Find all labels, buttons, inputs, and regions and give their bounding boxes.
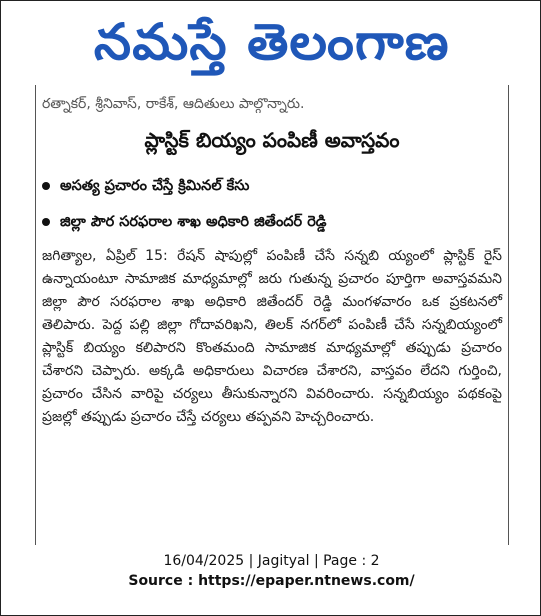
bullet-text: అసత్య ప్రచారం చేస్తే క్రిమినల్ కేసు (60, 178, 250, 194)
bullet-text: జిల్లా పౌర సరఫరాల శాఖ అధికారి జితేందర్ రెడ్డి (60, 214, 327, 230)
clipping-source (1, 551, 541, 591)
bullet-item (42, 174, 504, 198)
masthead-title: నమస్తే తెలంగాణ (93, 13, 450, 71)
article-clipping (35, 85, 509, 545)
previous-article-cut-line: రత్నాకర్, శ్రీనివాస్, రాకేశ్, ఆదితులు పాల్గొన్నారు. (42, 96, 305, 112)
source-link[interactable]: Source : https://epaper.ntnews.com/ (128, 573, 415, 589)
newspaper-masthead (1, 5, 541, 79)
bullet-item (42, 210, 504, 234)
edition-meta: 16/04/2025 | Jagityal | Page : 2 (163, 553, 380, 569)
bullet-dot-icon (42, 218, 50, 226)
article-headline: ప్లాస్టిక్ బియ్యం పంపిణీ అవాస్తవం (144, 128, 400, 152)
article-body: జగిత్యాల, ఏప్రిల్ 15: రేషన్ షాపుల్లో పంపిణీ చేసే సన్నబి య్యంలో ప్లాస్టిక్ రైస్ ఉన్నాయంటూ సామాజిక మాధ్యమాల్లో జరు గుతున్న ప్రచారం పూర్తిగా అవాస్తవమని జిల్లా పౌర సరఫరాల శాఖ అధికారి జితేందర్ రెడ్డి మంగళవారం ఒక ప్రకటనలో తెలిపారు. పెద్ద పల్లి జిల్లా గోదావరిఖని, తిలక్ నగర్‌లో పంపిణీ చేసే సన్నబియ్యంలో ప్లాస్టిక్ బియ్యం కలిపారని కొంతమంది సామాజిక మాధ్యమాల్లో తప్పుడు ప్రచారం చేశారని చెప్పారు. అక్కడి అధికారులు విచారణ చేశారని, వాస్తవం లేదని గుర్తించి, ప్రచారం చేసిన వారిపై చర్యలు తీసుకున్నారని వివరించారు. సన్నబియ్యం పథకంపై ప్రజల్లో తప్పుడు ప్రచారం చేస్తే చర్యలు తప్పవని హెచ్చరించారు. (42, 248, 502, 425)
bullet-dot-icon (42, 182, 50, 190)
headline-bullets (42, 174, 504, 246)
